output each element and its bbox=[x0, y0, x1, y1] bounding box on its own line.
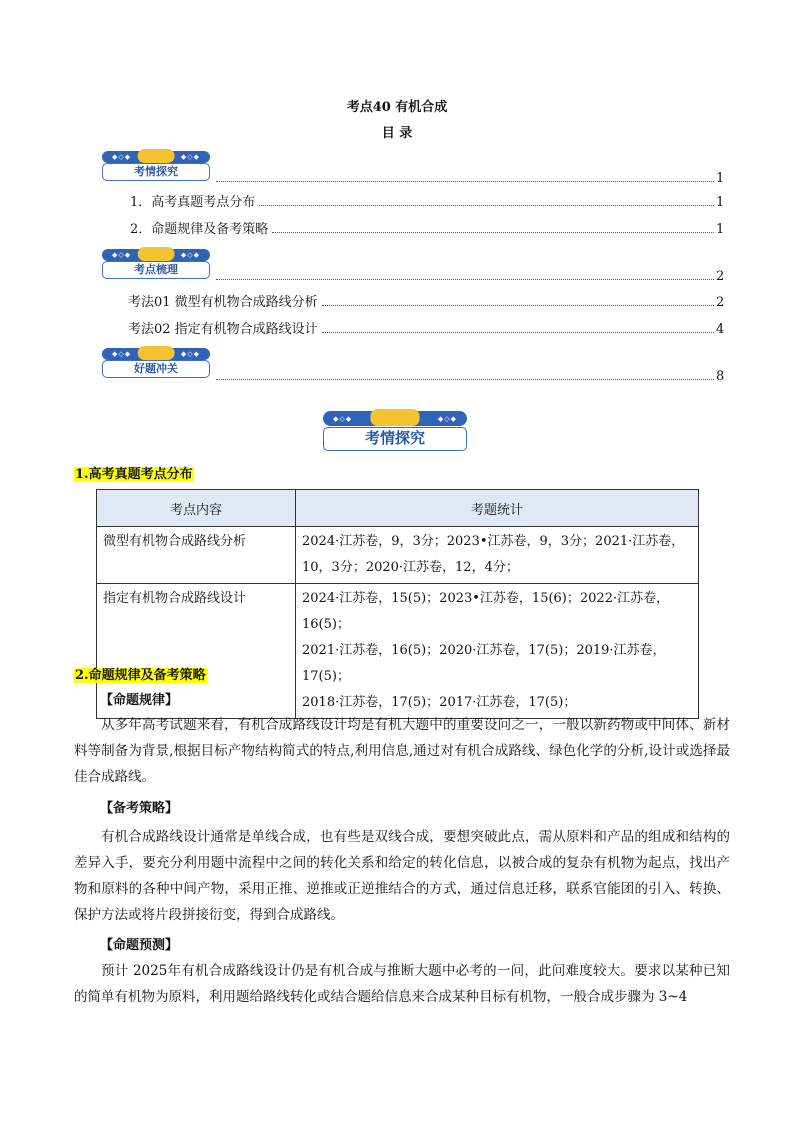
toc-entry[interactable]: 1 bbox=[212, 168, 724, 186]
toc-entry[interactable]: 2．命题规律及备考策略 1 bbox=[130, 222, 725, 237]
toc-badge-label: 好题冲关 bbox=[102, 360, 210, 378]
table-row bbox=[97, 527, 699, 584]
badge-knob bbox=[371, 409, 420, 426]
table-cell-topic: 指定有机物合成路线设计 bbox=[97, 584, 296, 719]
section-badge bbox=[323, 411, 467, 451]
table-cell-topic: 微型有机物合成路线分析 bbox=[97, 527, 296, 584]
section-heading: 2.命题规律及备考策略 bbox=[75, 668, 206, 683]
table-header: 考点内容 bbox=[97, 490, 296, 527]
subheading: 【命题规律】 bbox=[100, 693, 179, 708]
badge-knob bbox=[138, 149, 175, 163]
subheading: 【备考策略】 bbox=[100, 801, 179, 816]
toc-badge-label: 考点梳理 bbox=[102, 261, 210, 279]
table-cell-stats: 2024·江苏卷，15(5)；2023•江苏卷，15(6)；2022·江苏卷，16(5)； 2021·江苏卷，16(5)；2020·江苏卷，17(5)；2019·江苏卷，17(5)； 2018·江苏卷，17(5)；2017·江苏卷，17(5)； bbox=[296, 584, 699, 719]
paragraph: 有机合成路线设计通常是单线合成，也有些是双线合成，要想突破此点，需从原料和产品的组成和结构的差异入手，要充分利用题中流程中之间的转化关系和给定的转化信息，以被合成的复杂有机物为起点，找出产物和原料的各种中间产物，采用正推、逆推或正逆推结合的方式，通过信息迁移，联系官能团的引入、转换、保护方法或将片段拼接衍变，得到合成路线。 bbox=[74, 829, 730, 923]
toc-badge-label: 考情探究 bbox=[102, 163, 210, 181]
toc-badge-haoti[interactable] bbox=[102, 348, 210, 378]
toc-entry[interactable]: 考法02 指定有机物合成路线设计 4 bbox=[128, 322, 725, 337]
badge-ribbon: ◆◇◆ ◆◇◆ bbox=[102, 249, 210, 261]
toc-entry[interactable]: 考法01 微型有机物合成路线分析 2 bbox=[128, 295, 725, 310]
badge-ribbon: ◆◇◆ ◆◇◆ bbox=[102, 348, 210, 360]
subheading: 【命题预测】 bbox=[100, 938, 179, 953]
toc-badge-kaoqing[interactable] bbox=[102, 151, 210, 181]
badge-knob bbox=[138, 346, 175, 360]
section-badge-label: 考情探究 bbox=[323, 427, 467, 451]
toc-entry[interactable]: 8 bbox=[212, 366, 724, 384]
page-title: 考点40 有机合成 bbox=[346, 100, 448, 115]
toc-badge-kaodian[interactable] bbox=[102, 249, 210, 279]
paragraph: 预计 2025年有机合成路线设计仍是有机合成与推断大题中必考的一问，此问难度较大。要求以某种已知的简单有机物为原料，利用题给路线转化或结合题给信息来合成某种目标有机物，一般合成步骤为 3~4 bbox=[74, 963, 730, 1005]
paragraph: 从多年高考试题来看，有机合成路线设计均是有机大题中的重要设问之一，一般以新药物或中间体、新材料等制备为背景,根据目标产物结构简式的特点,利用信息,通过对有机合成路线、绿色化学的分析,设计或选择最佳合成路线。 bbox=[74, 717, 730, 785]
badge-knob bbox=[138, 247, 175, 261]
table-cell-stats: 2024·江苏卷，9，3分；2023•江苏卷，9，3分；2021·江苏卷， 10，3分；2020·江苏卷，12，4分； bbox=[296, 527, 699, 584]
section-heading: 1.高考真题考点分布 bbox=[75, 467, 193, 482]
badge-ribbon: ◆◇◆ ◆◇◆ bbox=[323, 411, 467, 426]
badge-ribbon: ◆◇◆ ◆◇◆ bbox=[102, 151, 210, 163]
table-header-row bbox=[97, 490, 699, 527]
toc-title: 目 录 bbox=[381, 126, 413, 141]
toc-entry[interactable]: 1．高考真题考点分布 1 bbox=[130, 195, 725, 210]
table-header: 考题统计 bbox=[296, 490, 699, 527]
table-row bbox=[97, 584, 699, 719]
toc-entry[interactable]: 2 bbox=[212, 266, 724, 284]
